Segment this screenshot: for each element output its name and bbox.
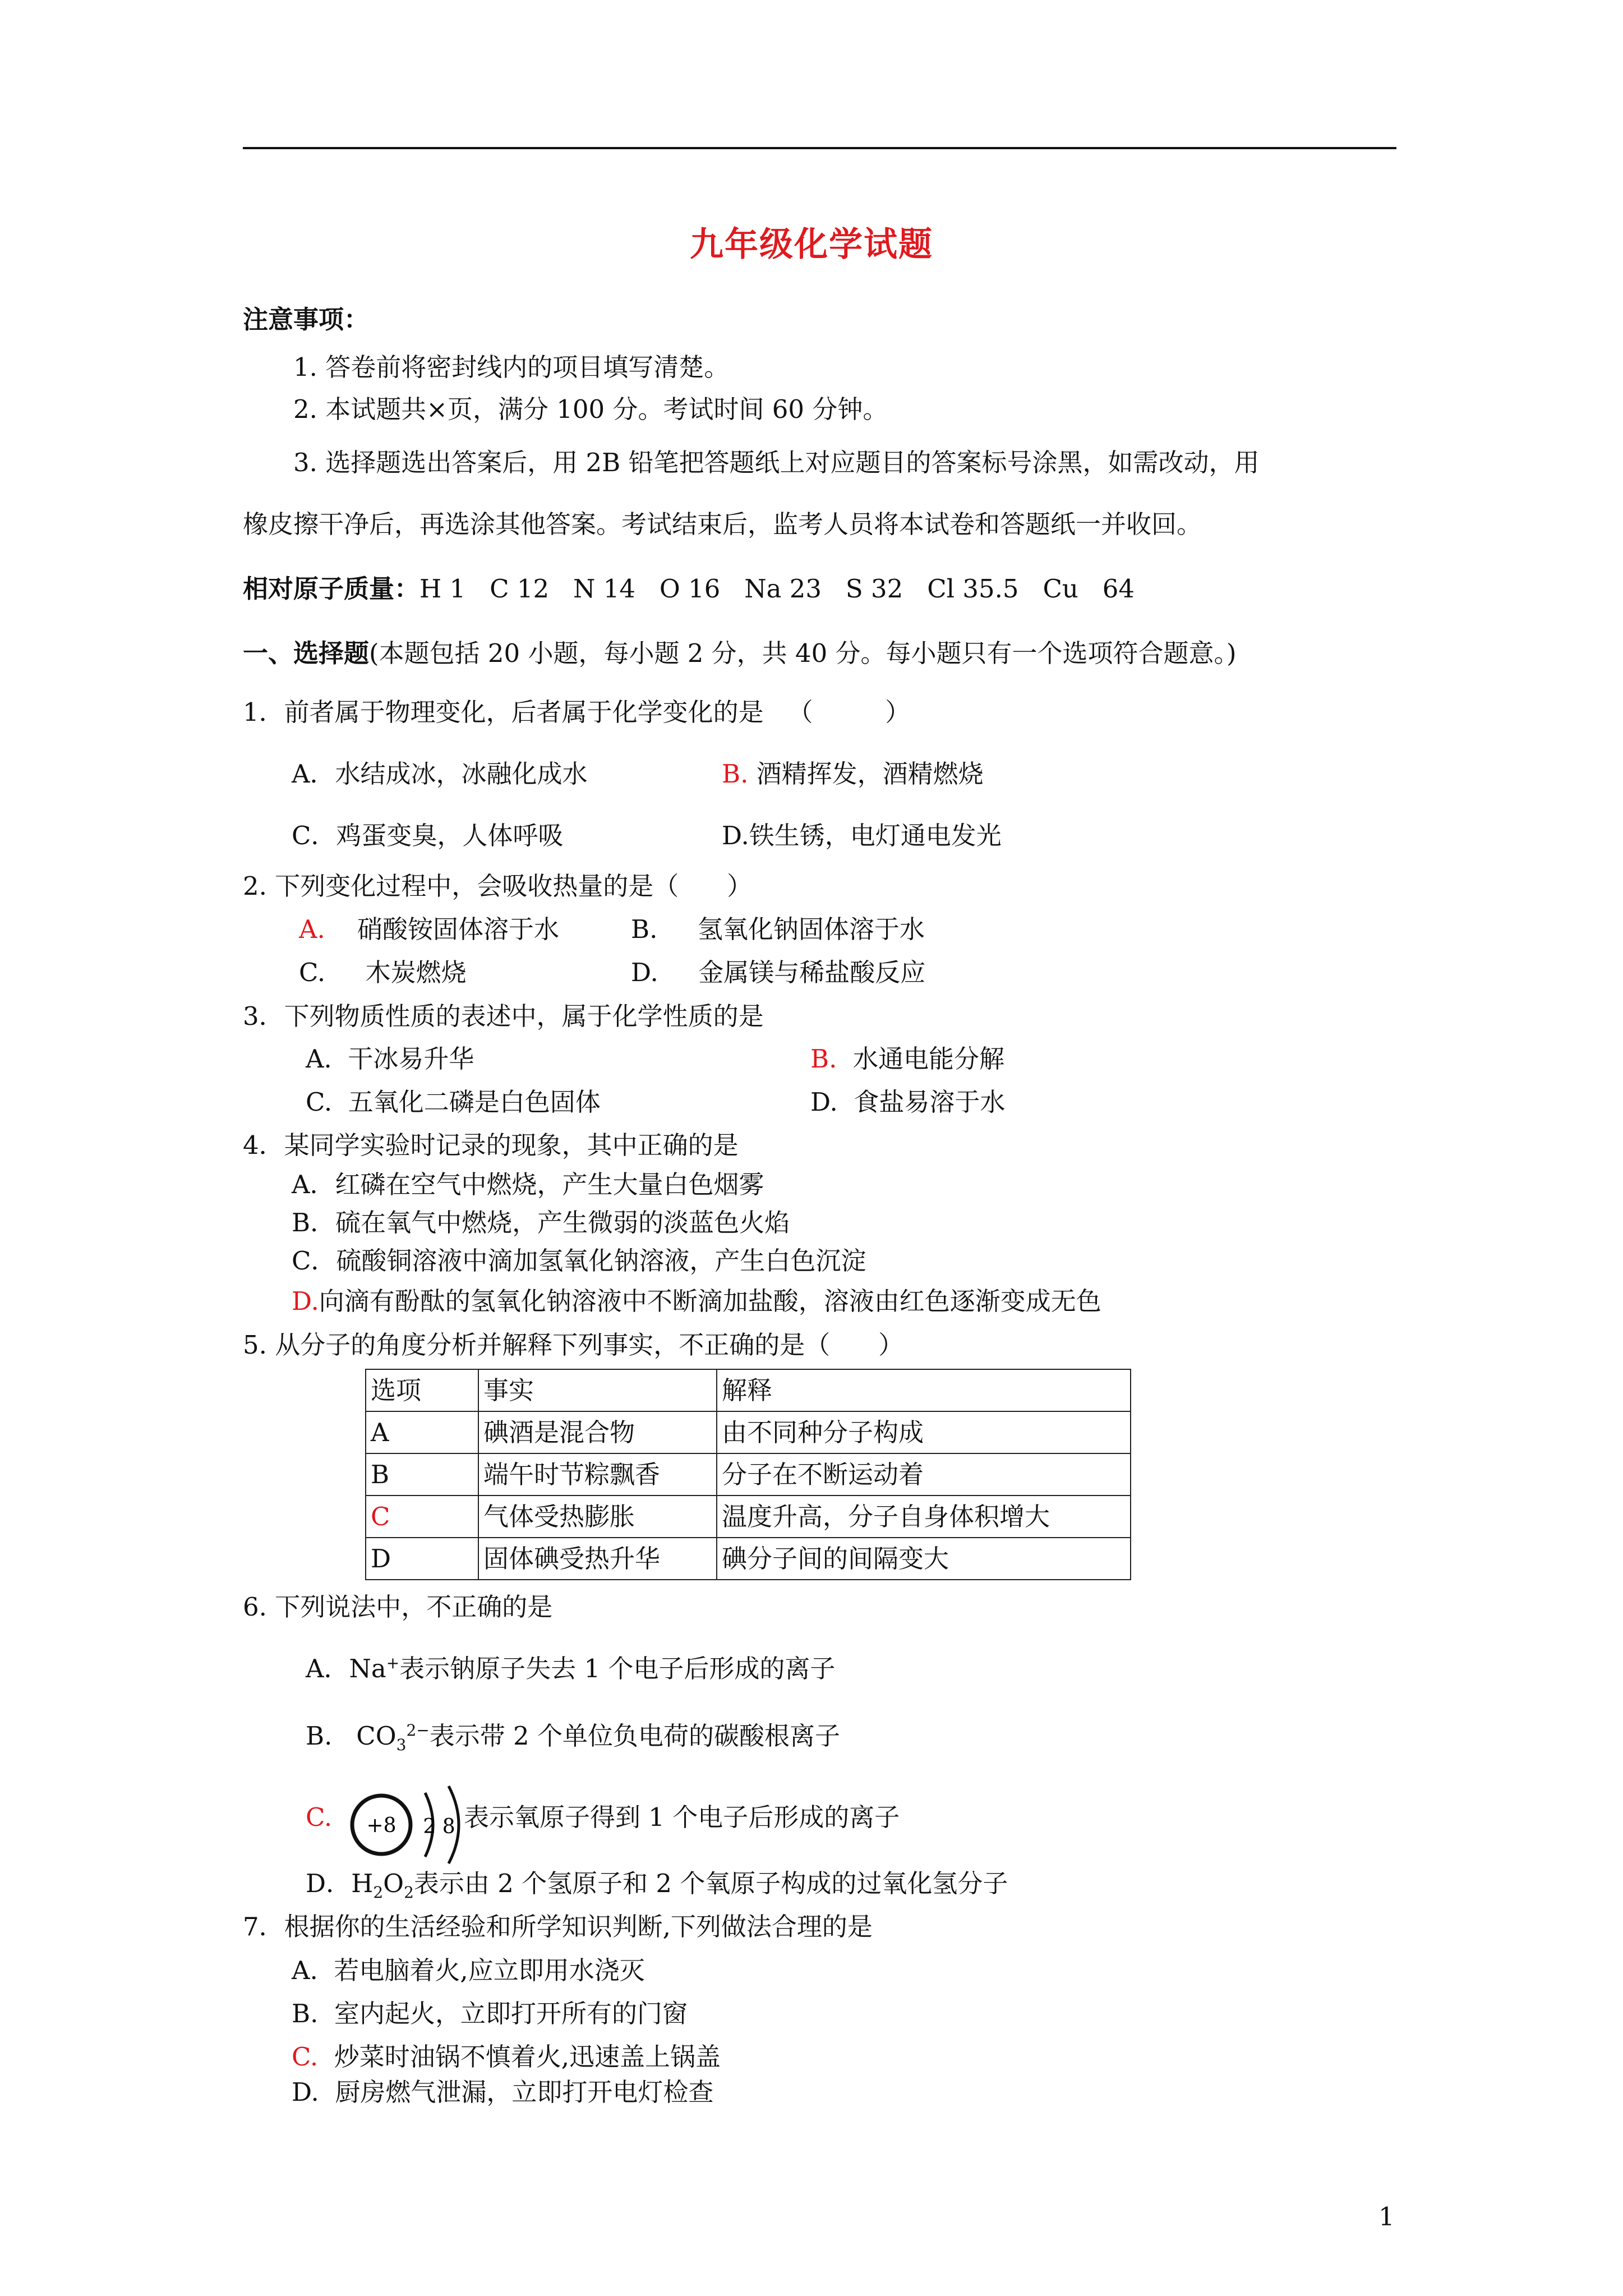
notice-item-2: 2. 本试题共×页，满分 100 分。考试时间 60 分钟。 [293,394,888,424]
q7-stem: 7．根据你的生活经验和所学知识判断,下列做法合理的是 [243,1912,873,1941]
q2-option-a: A. 硝酸铵固体溶于水 [299,914,560,944]
atomic-mass-line [243,572,1135,606]
q1-option-c: C．鸡蛋变臭，人体呼吸 [292,821,564,850]
q3-stem: 3．下列物质性质的表述中，属于化学性质的是 [243,1001,764,1031]
table-header-cell: 解释 [717,1369,1131,1411]
q7-option-b: B. 室内起火，立即打开所有的门窗 [292,1999,688,2028]
q4-stem: 4．某同学实验时记录的现象，其中正确的是 [243,1130,739,1160]
table-cell: A [366,1411,478,1453]
q6-option-b: B. $CO_3^{2-}$表示带 2 个单位负电荷的碳酸根离子 [306,1721,840,1754]
q2-stem: 2. 下列变化过程中，会吸收热量的是（ ） [243,871,753,901]
q4-option-b: B．硫在氧气中燃烧，产生微弱的淡蓝色火焰 [292,1208,790,1237]
q1-stem: 1．前者属于物理变化，后者属于化学变化的是 （ ） [243,697,911,727]
q1-answer-letter: B. [722,759,749,789]
table-cell: 温度升高，分子自身体积增大 [717,1496,1131,1538]
q2-option-c: C. 木炭燃烧 [299,958,467,987]
q3-option-c: C. 五氧化二磷是白色固体 [306,1087,601,1117]
q5-table [365,1369,1131,1580]
atom-structure-diagram [347,1783,476,1867]
table-row [366,1411,1131,1453]
q7-option-a: A. 若电脑着火,应立即用水浇灭 [292,1955,645,1985]
q2-option-d: D. 金属镁与稀盐酸反应 [631,958,926,987]
page-title: 九年级化学试题 [690,225,933,264]
header-rule [243,147,1396,149]
q4-option-d: D.向滴有酚酞的氢氧化钠溶液中不断滴加盐酸，溶液由红色逐渐变成无色 [292,1286,1101,1316]
q3-option-b: B. 水通电能分解 [810,1044,1004,1074]
q6-stem: 6. 下列说法中，不正确的是 [243,1592,553,1622]
nucleus-charge: +8 [366,1814,396,1837]
section-1-heading: 一、选择题 [243,638,370,668]
atomic-mass-values: H 1 C 12 N 14 O 16 Na 23 S 32 Cl 35.5 Cu 64 [419,574,1135,604]
q6-option-a: A．Na+表示钠原子失去 1 个电子后形成的离子 [306,1654,836,1683]
atomic-mass-label: 相对原子质量： [243,574,420,604]
table-cell: B [366,1453,478,1496]
q4-answer-letter: D. [292,1286,319,1316]
table-cell-answer: C [366,1496,478,1538]
q1-option-d: D.铁生锈，电灯通电发光 [722,821,1002,850]
q3-answer-letter: B. [810,1044,837,1074]
page-number: 1 [1378,2202,1395,2231]
table-cell: 气体受热膨胀 [478,1496,717,1538]
q6-option-c-text: 表示氧原子得到 1 个电子后形成的离子 [464,1802,900,1832]
q2-answer-letter: A. [299,914,325,944]
table-cell: 端午时节粽飘香 [478,1453,717,1496]
section-1-heading-line [243,637,1237,670]
notice-item-3: 3. 选择题选出答案后，用 2B 铅笔把答题纸上对应题目的答案标号涂黑，如需改动，用 [293,448,1260,477]
q4-option-c: C．硫酸铜溶液中滴加氢氧化钠溶液，产生白色沉淀 [292,1246,866,1276]
notice-heading: 注意事项： [243,305,370,334]
table-header-cell: 选项 [366,1369,478,1411]
table-header-row [366,1369,1131,1411]
q5-stem: 5. 从分子的角度分析并解释下列事实，不正确的是（ ） [243,1330,904,1360]
shell-electrons: 2 8 [423,1815,455,1838]
table-row [366,1538,1131,1580]
q2-option-b: B. 氢氧化钠固体溶于水 [631,914,925,944]
q1-option-b: B. 酒精挥发，酒精燃烧 [722,759,984,789]
table-cell: 分子在不断运动着 [717,1453,1131,1496]
table-cell: 由不同种分子构成 [717,1411,1131,1453]
q4-option-a: A．红磷在空气中燃烧，产生大量白色烟雾 [292,1170,764,1199]
q7-option-c: C. 炒菜时油锅不慎着火,迅速盖上锅盖 [292,2042,721,2072]
notice-item-1: 1. 答卷前将密封线内的项目填写清楚。 [293,352,730,382]
table-cell: 固体碘受热升华 [478,1538,717,1580]
q7-answer-letter: C. [292,2042,319,2072]
q3-option-d: D. 食盐易溶于水 [810,1087,1006,1117]
q6-answer-letter: C. [306,1802,333,1832]
table-header-cell: 事实 [478,1369,717,1411]
q7-option-d: D. 厨房燃气泄漏，立即打开电灯检查 [292,2077,714,2107]
q6-option-d: D．$H_2O_2$表示由 2 个氢原子和 2 个氧原子构成的过氧化氢分子 [306,1869,1008,1902]
table-row [366,1496,1131,1538]
q1-option-a: A．水结成冰，冰融化成水 [292,759,588,789]
section-1-desc: (本题包括 20 小题，每小题 2 分，共 40 分。每小题只有一个选项符合题意。) [369,638,1237,668]
table-row [366,1453,1131,1496]
table-cell: D [366,1538,478,1580]
table-cell: 碘酒是混合物 [478,1411,717,1453]
q3-option-a: A. 干冰易升华 [306,1044,474,1074]
notice-item-3-cont: 橡皮擦干净后，再选涂其他答案。考试结束后，监考人员将本试卷和答题纸一并收回。 [243,509,1202,539]
table-cell: 碘分子间的间隔变大 [717,1538,1131,1580]
